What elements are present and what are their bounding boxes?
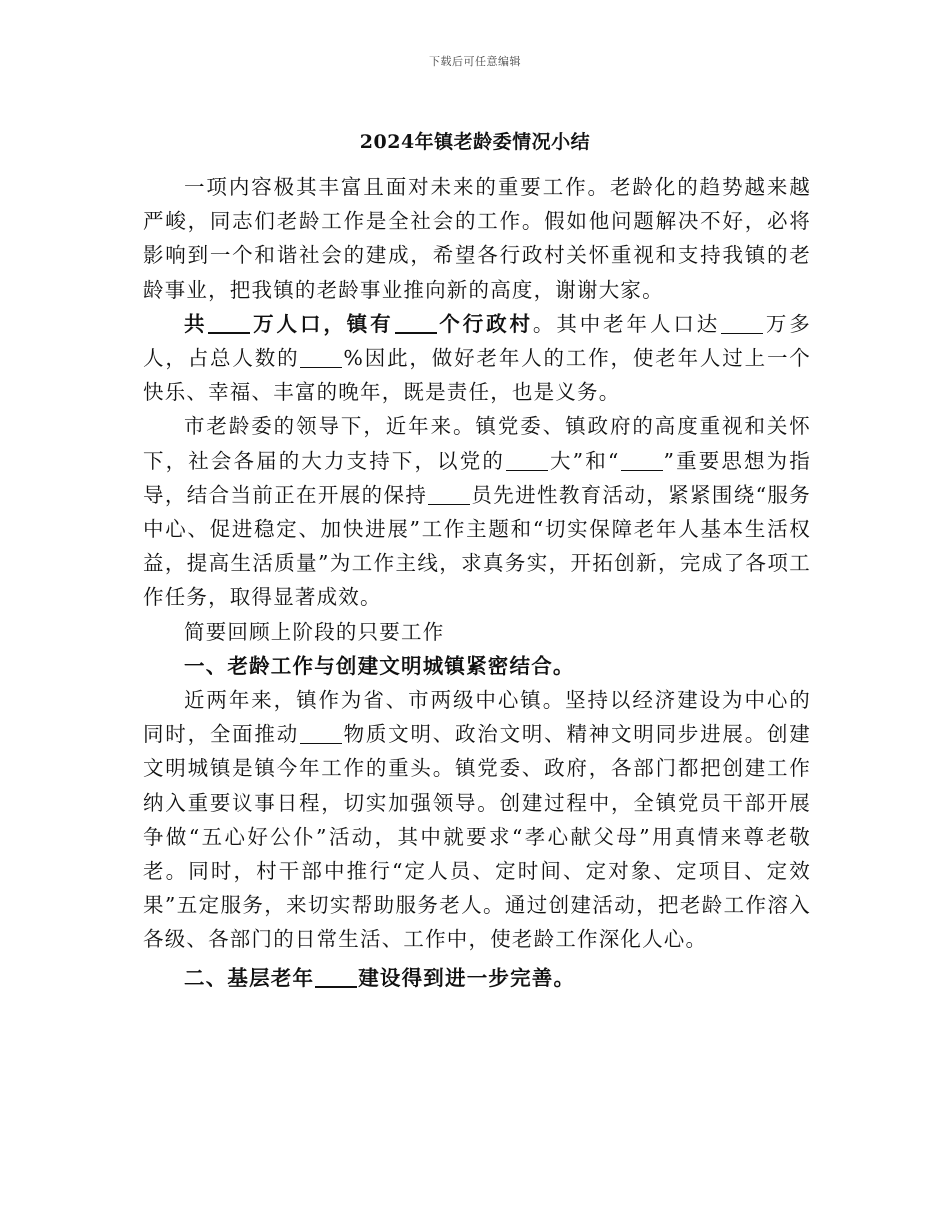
population-bold-middle: 万人口，镇有 [251, 311, 394, 336]
leadership-text-1: 市老龄委的领导下，近年来。镇党委、镇政府的高度重视和关怀下，社会各届的大力支持下，以党的 [143, 414, 811, 473]
paragraph-civilization [143, 683, 811, 957]
section-heading-1: 一、老龄工作与创建文明城镇紧密结合。 [184, 653, 575, 678]
population-text-2: 万多人，占总人数的 [143, 311, 812, 371]
population-bold-prefix: 共 [184, 311, 208, 336]
population-bold-suffix: 个行政村 [437, 311, 533, 336]
civilization-text-2: 物质文明、政治文明、精神文明同步进展。创建文明城镇是镇今年工作的重头。镇党委、政府，各部门都把创建工作纳入重要议事日程，切实加强领导。创建过程中，全镇党员干部开展争做“五心好公仆”活动，其中就要求“孝心献父母”用真情来尊老敬老。同时，村干部中推行“定人员、定时间、定对象、定项目、定效果”五定服务，来切实帮助服务老人。通过创建活动，把老龄工作溶入各级、各部门的日常生活、工作中，使老龄工作深化人心。 [143, 722, 811, 952]
document-title: 2024年镇老龄委情况小结 [359, 131, 591, 153]
blank-field [428, 484, 470, 505]
heading-2-text-1: 二、基层老年 [184, 965, 315, 990]
blank-field [300, 723, 342, 744]
blank-field [395, 312, 437, 334]
civilization-text-1: 近两年来，镇作为省、市两级中心镇。坚持以经济建设为中心的同时，全面推动 [143, 688, 811, 747]
paragraph-intro: 一项内容极其丰富且面对未来的重要工作。老龄化的趋势越来越严峻，同志们老龄工作是全社会的工作。假如他问题解决不好，必将影响到一个和谐社会的建成，希望各行政村关怀重视和支持我镇的老龄事业，把我镇的老龄事业推向新的高度，谢谢大家。 [143, 175, 811, 302]
leadership-text-4: 员先进性教育活动，紧紧围绕“服务中心、促进稳定、加快进展”工作主题和“切实保障老年人基本生活权益，提高生活质量”为工作主线，求真务实，开拓创新，完成了各项工作任务，取得显著成效。 [143, 482, 811, 610]
section-heading-2 [143, 961, 811, 995]
paragraph-review: 简要回顾上阶段的只要工作 [184, 619, 445, 644]
population-text-1: 。其中老年人口达 [532, 311, 721, 336]
blank-field [208, 312, 250, 334]
blank-field [315, 966, 357, 988]
paragraph-leadership [143, 409, 811, 614]
blank-field [506, 450, 548, 471]
header-note: 下载后可任意编辑 [429, 55, 521, 68]
leadership-text-3: ”重要思想为指导，结合当前正在开展的保持 [143, 448, 811, 507]
blank-field [621, 450, 663, 471]
paragraph-population [143, 307, 811, 410]
population-text-3: %因此，做好老年人的工作，使老年人过上一个快乐、幸福、丰富的晚年，既是责任，也是义务。 [143, 346, 811, 405]
heading-2-text-2: 建设得到进一步完善。 [358, 965, 576, 990]
blank-field [300, 347, 342, 368]
document-body [143, 170, 811, 995]
leadership-text-2: 大”和“ [549, 448, 620, 473]
blank-field [721, 313, 763, 334]
